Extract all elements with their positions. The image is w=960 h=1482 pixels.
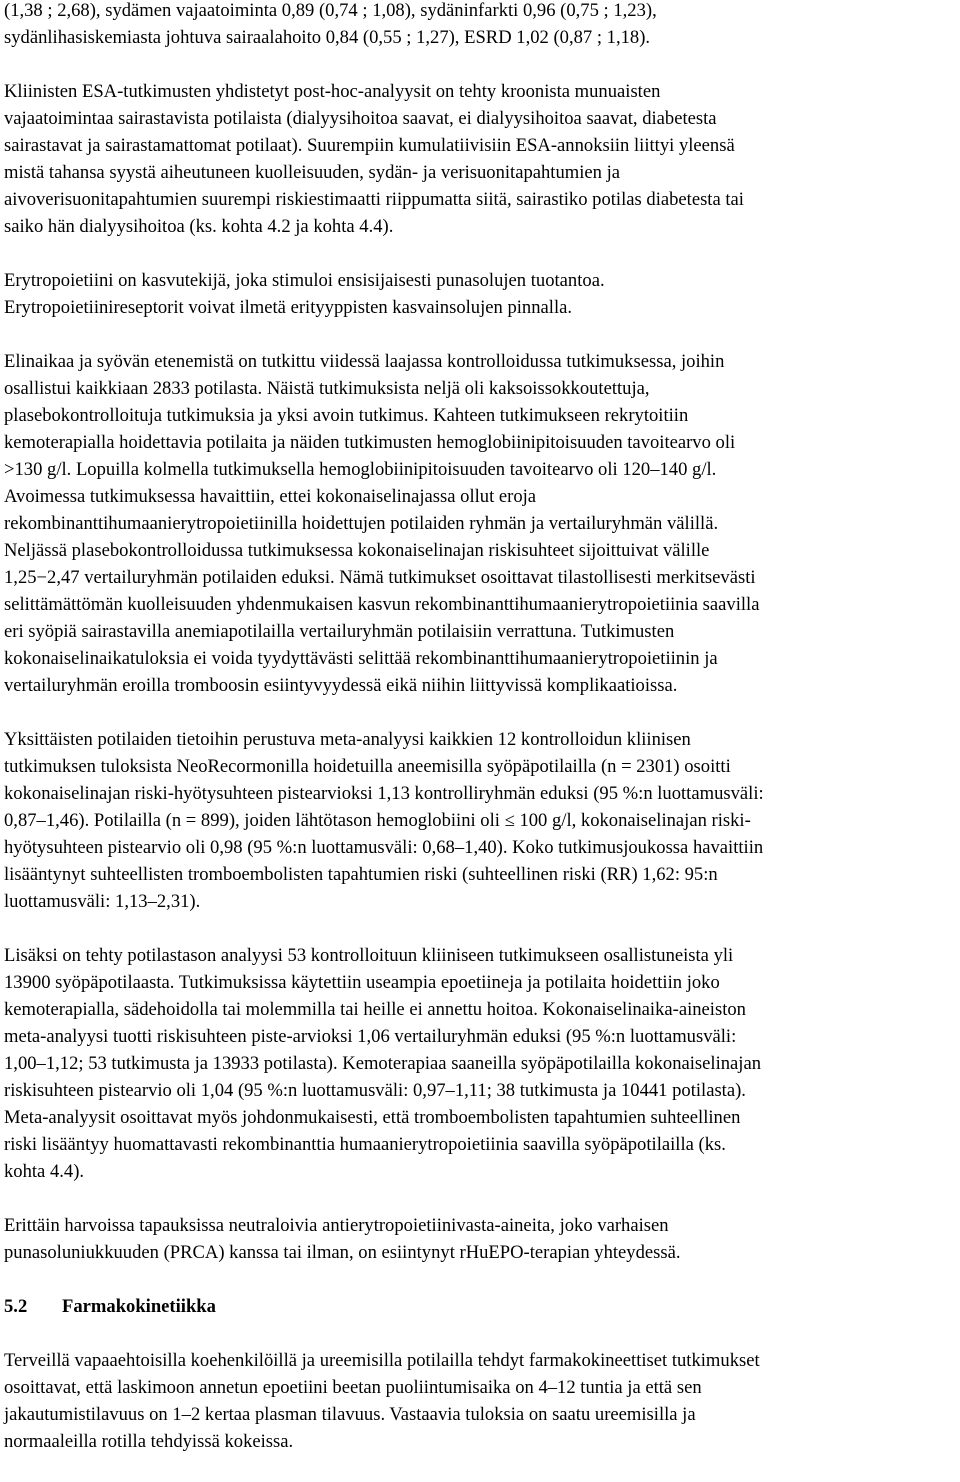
paragraph-pharmacokinetics: Terveillä vapaaehtoisilla koehenkilöillä ja ureemisilla potilailla tehdyt farmakokineettiset tutkimukset osoittavat, että laskimoon annetun epoetiini beetan puoliintumisaika on 4–12 tuntia ja että sen jakautumistilavuus on 1–2 kertaa plasman tilavuus. Vastaavia tuloksia on saatu ureemisilla ja normaaleilla rotilla tehdyissä kokeissa. bbox=[4, 1350, 760, 1452]
paragraph-neutralising-antibodies: Erittäin harvoissa tapauksissa neutraloivia antierytropoietiinivasta-aineita, joko varhaisen punasoluniukkuuden (PRCA) kanssa tai ilman, on esiintynyt rHuEPO-terapian yhteydessä. bbox=[4, 1215, 681, 1263]
section-heading bbox=[4, 1293, 956, 1320]
section-title: Farmakokinetiikka bbox=[62, 1296, 216, 1317]
document-page bbox=[4, 0, 956, 1482]
paragraph-survival-and-progression: Elinaikaa ja syövän etenemistä on tutkittu viidessä laajassa kontrolloidussa tutkimuksessa, joihin osallistui kaikkiaan 2833 potilasta. Näistä tutkimuksista neljä oli kaksoissokkoutettuja, plasebokontrolloituja tutkimuksia ja yksi avoin tutkimus. Kahteen tutkimukseen rekrytoitiin kemoterapialla hoidettavia potilaita ja näiden tutkimusten hemoglobiinipitoisuuden tavoitearvo oli >130 g/l. Lopuilla kolmella tutkimuksella hemoglobiinipitoisuuden tavoitearvo oli 120–140 g/l. Avoimessa tutkimuksessa havaittiin, ettei kokonaiselinajassa ollut eroja rekombinanttihumaanierytropoietiinilla hoidettujen potilaiden ryhmän ja vertailuryhmän välillä. Neljässä plasebokontrolloidussa tutkimuksessa kokonaiselinajan riskisuhteet sijoittuivat välille 1,25−2,47 vertailuryhmän potilaiden eduksi. Nämä tutkimukset osoittavat tilastollisesti merkitsevästi selittämättömän kuolleisuuden yhdenmukaisen kasvun rekombinanttihumaanierytropoietiinia saavilla eri syöpiä sairastavilla anemiapotilailla vertailuryhmän potilaisiin verrattuna. Tutkimusten kokonaiselinaikatuloksia ei voida tyydyttävästi selittää rekombinanttihumaanierytropoietiinin ja vertailuryhmän eroilla tromboosin esiintyvyydessä eikä niihin liittyvissä komplikaatioissa. bbox=[4, 351, 760, 696]
paragraph-erythropoietin-growth-factor: Erytropoietiini on kasvutekijä, joka stimuloi ensisijaisesti punasolujen tuotantoa. Erytropoietiinireseptorit voivat ilmetä erityyppisten kasvainsolujen pinnalla. bbox=[4, 270, 605, 318]
paragraph-cardiovascular-outcomes: (1,38 ; 2,68), sydämen vajaatoiminta 0,89 (0,74 ; 1,08), sydäninfarkti 0,96 (0,75 ; 1,23), sydänlihasiskemiasta johtuva sairaalahoito 0,84 (0,55 ; 1,27), ESRD 1,02 (0,87 ; 1,18). bbox=[4, 0, 657, 48]
paragraph-patient-level-analysis: Lisäksi on tehty potilastason analyysi 53 kontrolloituun kliiniseen tutkimukseen osallistuneista yli 13900 syöpäpotilaasta. Tutkimuksissa käytettiin useampia epoetiineja ja potilaita hoidettiin joko kemoterapialla, sädehoidolla tai molemmilla tai heille ei annettu hoitoa. Kokonaiselinaika-aineiston meta-analyysi tuotti riskisuhteen piste-arvioksi 1,06 vertailuryhmän eduksi (95 %:n luottamusväli: 1,00–1,12; 53 tutkimusta ja 13933 potilasta). Kemoterapiaa saaneilla syöpäpotilailla kokonaiselinajan riskisuhteen pistearvio oli 1,04 (95 %:n luottamusväli: 0,97–1,11; 38 tutkimusta ja 10441 potilasta). Meta-analyysit osoittavat myös johdonmukaisesti, että tromboembolisten tapahtumien suhteellinen riski lisääntyy huomattavasti rekombinanttia humaanierytropoietiinia saavilla syöpäpotilailla (ks. kohta 4.4). bbox=[4, 945, 761, 1182]
section-number: 5.2 bbox=[4, 1296, 28, 1317]
paragraph-esa-post-hoc-analyses: Kliinisten ESA-tutkimusten yhdistetyt post-hoc-analyysit on tehty kroonista munuaisten vajaatoimintaa sairastavista potilaista (dialyysihoitoa saavat, ei dialyysihoitoa saavat, diabetesta sairastavat ja sairastamattomat potilaat). Suurempiin kumulatiivisiin ESA-annoksiin liittyi yleensä mistä tahansa syystä aiheutuneen kuolleisuuden, sydän- ja verisuonitapahtumien ja aivoverisuonitapahtumien suurempi riskiestimaatti riippumatta siitä, sairastiko potilas diabetesta tai saiko hän dialyysihoitoa (ks. kohta 4.2 ja kohta 4.4). bbox=[4, 81, 744, 237]
paragraph-individual-patient-meta-analysis: Yksittäisten potilaiden tietoihin perustuva meta-analyysi kaikkien 12 kontrolloidun kliinisen tutkimuksen tuloksista NeoRecormonilla hoidetuilla aneemisilla syöpäpotilailla (n = 2301) osoitti kokonaiselinajan riski-hyötysuhteen pistearvioksi 1,13 kontrolliryhmän eduksi (95 %:n luottamusväli: 0,87–1,46). Potilailla (n = 899), joiden lähtötason hemoglobiini oli ≤ 100 g/l, kokonaiselinajan riski- hyötysuhteen pistearvio oli 0,98 (95 %:n luottamusväli: 0,68–1,40). Koko tutkimusjoukossa havaittiin lisääntynyt suhteellisten tromboembolisten tapahtumien riski (suhteellinen riski (RR) 1,62: 95:n luottamusväli: 1,13–2,31). bbox=[4, 729, 764, 912]
